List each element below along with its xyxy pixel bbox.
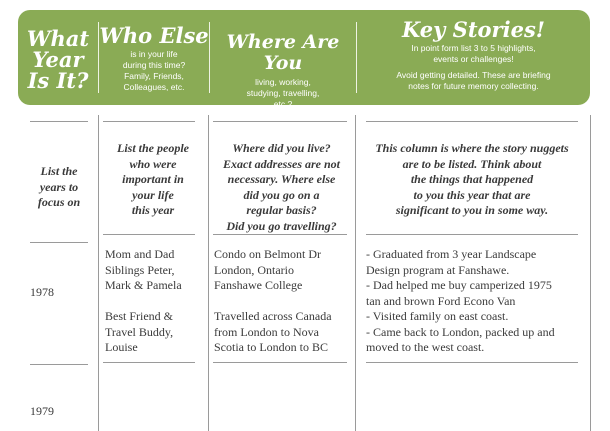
where-line: Scotia to London to BC <box>214 340 328 354</box>
where-cell <box>214 247 352 356</box>
header-year-line: Year <box>32 47 84 72</box>
instruction-line: did you go on a <box>243 187 320 202</box>
instruction-who <box>100 141 206 219</box>
year-cell: 1979 <box>30 404 54 418</box>
instruction-line: to you this year that are <box>413 187 531 202</box>
header-bar <box>18 10 590 109</box>
who-line: Best Friend & <box>105 309 173 323</box>
story-line: - Visited family on east coast. <box>366 309 509 323</box>
header-stories-title: Key Stories! <box>402 17 545 42</box>
header-year <box>18 10 98 105</box>
header-stories-sub2: notes for future memory collecting. <box>408 81 539 91</box>
story-line: - Came back to London, packed up and <box>366 324 555 339</box>
header-who-sub: is in your life <box>130 49 178 59</box>
instruction-line: regular basis? <box>246 203 317 217</box>
instruction-line: this year <box>131 203 175 217</box>
instruction-line: who were <box>129 156 177 171</box>
row-divider <box>103 121 195 122</box>
story-line: - Dad helped me buy camperized 1975 <box>366 278 552 292</box>
header-stories-sub: In point form list 3 to 5 highlights, <box>411 43 536 53</box>
row-divider <box>213 121 347 122</box>
story-line: - Graduated from 3 year Landscape <box>366 247 537 261</box>
header-where <box>210 10 356 109</box>
story-line: moved to the west coast. <box>366 340 485 354</box>
header-stories-sub2: Avoid getting detailed. These are briefing <box>396 70 551 80</box>
instruction-line: significant to you in some way. <box>395 203 549 217</box>
who-line: Siblings Peter, <box>105 262 175 277</box>
instruction-line: the things that happened <box>410 172 534 186</box>
instruction-line: are to be listed. Think about <box>402 156 542 171</box>
story-line: Design program at Fanshawe. <box>366 262 510 277</box>
instruction-line: focus on <box>37 195 81 209</box>
column-divider <box>590 115 591 431</box>
story-line: tan and brown Ford Econo Van <box>366 293 516 308</box>
header-who-sub: during this time? <box>122 60 186 70</box>
where-line: from London to Nova <box>214 324 319 339</box>
instruction-line: List the <box>40 164 78 178</box>
row-divider <box>103 234 195 235</box>
column-divider <box>355 115 356 431</box>
row-divider <box>213 234 347 235</box>
header-stories-sub: events or challenges! <box>433 54 514 64</box>
header-who-sub: Colleagues, etc. <box>123 82 185 92</box>
header-where-title: Where Are You <box>226 31 340 74</box>
header-year-line: What <box>26 26 90 51</box>
header-where-sub: etc.? <box>273 99 293 109</box>
row-divider <box>366 362 578 363</box>
header-who-title: Who Else <box>99 23 209 48</box>
header-stories <box>357 10 590 105</box>
row-divider <box>103 362 195 363</box>
who-line: Mom and Dad <box>105 247 175 261</box>
instruction-year <box>24 164 94 211</box>
instruction-stories <box>358 141 586 219</box>
who-cell <box>105 247 205 356</box>
who-line <box>105 294 205 310</box>
header-where-sub: studying, travelling, <box>246 88 320 98</box>
where-line <box>214 294 352 310</box>
instruction-line: Did you go travelling? <box>226 218 337 233</box>
row-divider <box>30 364 88 365</box>
stories-cell <box>366 247 588 356</box>
instruction-line: This column is where the story nuggets <box>375 141 569 155</box>
where-line: London, Ontario <box>214 262 294 277</box>
instruction-line: List the people <box>117 141 189 155</box>
instruction-line: your life <box>132 187 174 202</box>
instruction-line: years to <box>39 179 79 194</box>
row-divider <box>30 121 88 122</box>
row-divider <box>366 234 578 235</box>
where-line: Condo on Belmont Dr <box>214 247 321 261</box>
who-line: Mark & Pamela <box>105 278 182 292</box>
column-divider <box>208 115 209 431</box>
column-divider <box>98 115 99 431</box>
instruction-line: Exact addresses are not <box>223 156 340 171</box>
where-line: Fanshawe College <box>214 278 303 292</box>
header-where-sub: living, working, <box>255 77 311 87</box>
instruction-line: necessary. Where else <box>227 172 336 186</box>
instruction-line: Where did you live? <box>232 141 331 155</box>
row-divider <box>213 362 347 363</box>
instruction-line: important in <box>122 172 184 186</box>
header-who-sub: Family, Friends, <box>124 71 184 81</box>
row-divider <box>366 121 578 122</box>
year-cell: 1978 <box>30 285 54 299</box>
who-line: Louise <box>105 340 138 354</box>
who-line: Travel Buddy, <box>105 324 174 339</box>
instruction-where <box>210 141 353 234</box>
where-line: Travelled across Canada <box>214 309 332 323</box>
row-divider <box>30 242 88 243</box>
header-year-line: Is It? <box>27 68 89 93</box>
header-who <box>99 10 209 105</box>
